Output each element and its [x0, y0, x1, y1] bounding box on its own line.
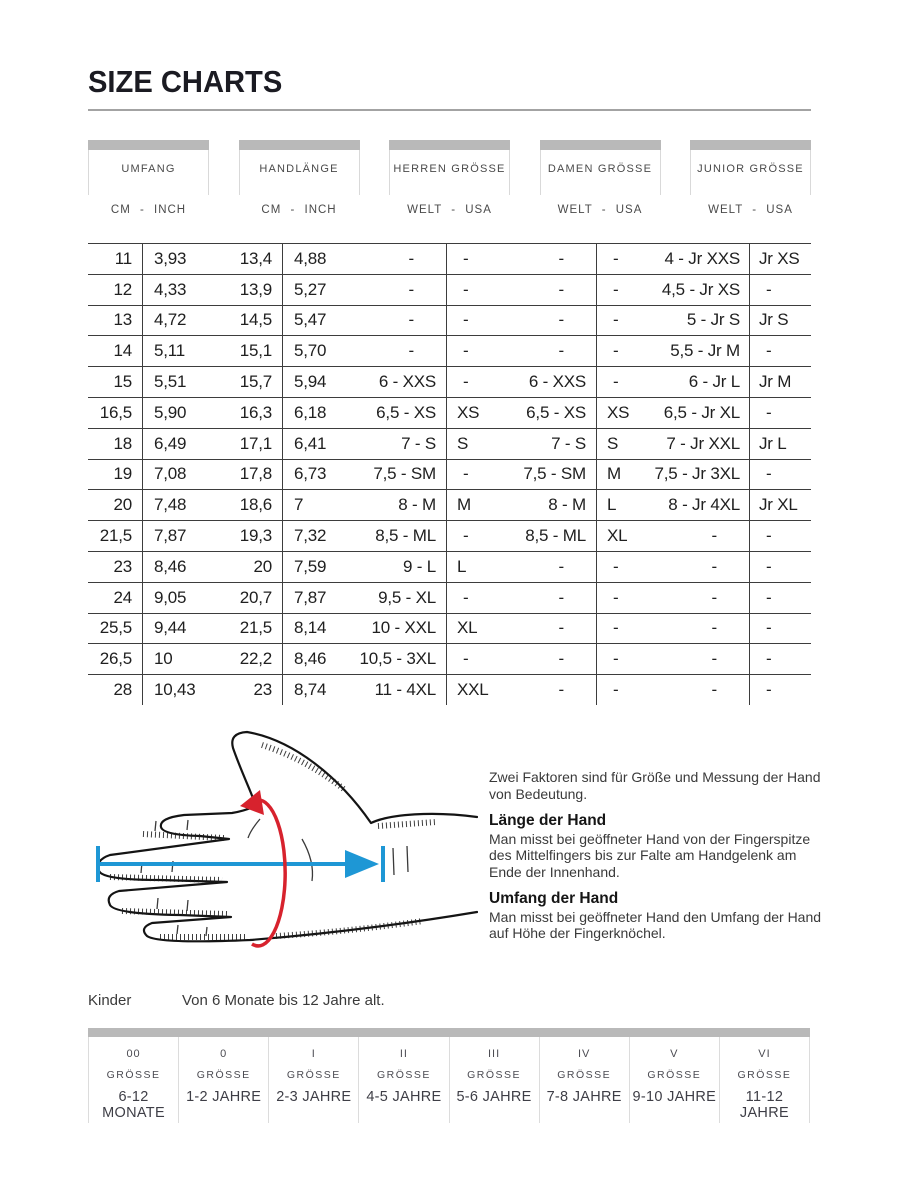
size-cell: Jr XL: [759, 495, 798, 515]
size-cell: -: [660, 583, 750, 613]
size-cell: -: [660, 552, 750, 582]
size-cell: 14,5: [218, 306, 283, 336]
size-cell: -: [463, 464, 469, 484]
size-cell: 16,3: [218, 398, 283, 428]
size-cell: 13,4: [218, 244, 283, 274]
size-cell: 4,5 - Jr XS: [660, 275, 750, 305]
kinder-table-columns: [88, 1037, 810, 1123]
size-cell: 12: [88, 275, 143, 305]
size-cell: 9,05: [154, 587, 187, 607]
size-cell: -: [613, 372, 619, 392]
note-heading-umfang: Umfang der Hand: [489, 890, 619, 907]
kinder-age: 1-2 JAHRE: [186, 1089, 262, 1105]
size-cell: -: [613, 680, 619, 700]
size-cell: -: [463, 587, 469, 607]
size-cell: 7,32: [294, 526, 327, 546]
group-tab: [88, 140, 209, 195]
size-cell: 5 - Jr S: [660, 306, 750, 336]
size-cell: XS: [457, 402, 480, 422]
size-cell: 6,41: [294, 433, 327, 453]
size-cell: 20: [218, 552, 283, 582]
unit-cell: WELT - USA: [557, 204, 643, 216]
kinder-size-code: IV: [577, 1048, 591, 1060]
size-cell: -: [507, 306, 597, 336]
title-rule: [88, 109, 811, 111]
size-cell: 7,59: [294, 556, 327, 576]
group-tab: [540, 140, 661, 195]
kinder-column: [539, 1037, 629, 1123]
size-cell: -: [463, 649, 469, 669]
size-cell: 8,46: [154, 556, 187, 576]
kinder-size-label: GRÖSSE: [376, 1069, 431, 1081]
kinder-size-code: 00: [126, 1048, 141, 1060]
group-tab: [239, 140, 360, 195]
size-cell: -: [766, 526, 772, 546]
table-row: [88, 520, 811, 551]
size-cell: 25,5: [88, 614, 143, 644]
size-table: [88, 243, 811, 705]
kinder-table: [88, 1028, 810, 1123]
size-cell: 15,1: [218, 336, 283, 366]
size-cell: 5,90: [154, 402, 187, 422]
size-cell: 21,5: [88, 521, 143, 551]
size-cell: 5,5 - Jr M: [660, 336, 750, 366]
size-cell: -: [507, 336, 597, 366]
size-cell: 8 - M: [507, 490, 597, 520]
size-cell: -: [463, 310, 469, 330]
size-cell: S: [457, 433, 469, 453]
size-cell: 24: [88, 583, 143, 613]
kinder-size-label: GRÖSSE: [467, 1069, 522, 1081]
kinder-subtitle: Von 6 Monate bis 12 Jahre alt.: [182, 992, 385, 1009]
kinder-age: 11-12 JAHRE: [739, 1089, 789, 1121]
size-cell: -: [613, 556, 619, 576]
size-cell: 5,70: [294, 341, 327, 361]
unit-cell: WELT - USA: [407, 204, 492, 216]
size-cell: 16,5: [88, 398, 143, 428]
kinder-age: 5-6 JAHRE: [456, 1089, 532, 1105]
size-cell: 6,73: [294, 464, 327, 484]
table-row: [88, 305, 811, 336]
size-cell: 23: [88, 552, 143, 582]
size-cell: 4,72: [154, 310, 187, 330]
group-tab-label: HERREN GRÖSSE: [389, 150, 510, 195]
size-cell: -: [507, 552, 597, 582]
size-cell: -: [766, 587, 772, 607]
size-cell: -: [358, 275, 447, 305]
size-cell: -: [660, 521, 750, 551]
size-cell: 14: [88, 336, 143, 366]
tab-top-bar: [690, 140, 811, 150]
tab-top-bar: [540, 140, 661, 150]
size-cell: 9 - L: [358, 552, 447, 582]
size-cell: -: [613, 341, 619, 361]
size-cell: 6 - XXS: [358, 367, 447, 397]
table-row: [88, 613, 811, 644]
note-body-umfang: Man misst bei geöffneter Hand den Umfang der Hand auf Höhe der Fingerknöchel.: [489, 908, 822, 941]
size-cell: -: [507, 275, 597, 305]
size-cell: 7 - S: [507, 429, 597, 459]
size-cell: -: [660, 675, 750, 705]
size-cell: XL: [607, 526, 628, 546]
size-cell: 17,8: [218, 460, 283, 490]
size-cell: 22,2: [218, 644, 283, 674]
size-cell: -: [613, 649, 619, 669]
measuring-intro: Zwei Faktoren sind für Größe und Messung der Hand von Bedeutung.: [489, 769, 821, 802]
size-cell: 28: [88, 675, 143, 705]
kinder-column: [268, 1037, 358, 1123]
size-cell: 13: [88, 306, 143, 336]
tab-top-bar: [389, 140, 510, 150]
size-cell: 23: [218, 675, 283, 705]
kinder-column: [358, 1037, 448, 1123]
size-cell: 8 - M: [358, 490, 447, 520]
size-cell: 13,9: [218, 275, 283, 305]
kinder-size-label: GRÖSSE: [557, 1069, 612, 1081]
tab-top-bar: [239, 140, 360, 150]
size-cell: -: [766, 279, 772, 299]
tab-top-bar: [88, 140, 209, 150]
size-cell: -: [613, 248, 619, 268]
size-cell: 8,14: [294, 618, 327, 638]
size-cell: 18: [88, 429, 143, 459]
size-cell: 6,5 - Jr XL: [660, 398, 750, 428]
size-cell: 5,94: [294, 372, 327, 392]
kinder-column: [719, 1037, 810, 1123]
size-cell: -: [463, 248, 469, 268]
kinder-size-code: III: [487, 1048, 501, 1060]
group-tab: [690, 140, 811, 195]
size-cell: 7,08: [154, 464, 187, 484]
size-cell: L: [607, 495, 617, 515]
size-cell: 3,93: [154, 248, 187, 268]
table-row: [88, 274, 811, 305]
kinder-table-top-bar: [88, 1028, 810, 1037]
table-row: [88, 397, 811, 428]
size-cell: XS: [607, 402, 630, 422]
kinder-column: [178, 1037, 268, 1123]
kinder-size-label: GRÖSSE: [196, 1069, 251, 1081]
size-cell: 7: [294, 495, 304, 515]
size-cell: -: [463, 341, 469, 361]
size-cell: 8,46: [294, 649, 327, 669]
size-cell: 18,6: [218, 490, 283, 520]
size-cell: -: [463, 372, 469, 392]
kinder-size-label: GRÖSSE: [737, 1069, 792, 1081]
size-cell: 7,5 - SM: [507, 460, 597, 490]
size-cell: 20: [88, 490, 143, 520]
size-cell: -: [766, 649, 772, 669]
size-cell: 10: [154, 649, 173, 669]
group-tab-label: HANDLÄNGE: [239, 150, 360, 195]
size-cell: -: [358, 336, 447, 366]
kinder-size-code: I: [311, 1048, 316, 1060]
kinder-size-code: VI: [758, 1048, 771, 1060]
size-cell: 8,5 - ML: [507, 521, 597, 551]
size-cell: -: [613, 279, 619, 299]
size-cell: -: [613, 618, 619, 638]
kinder-column: [449, 1037, 539, 1123]
size-cell: 8,5 - ML: [358, 521, 447, 551]
size-cell: -: [358, 244, 447, 274]
note-body-laenge: Man misst bei geöffneter Hand von der Fingerspitze des Mittelfingers bis zur Falte am Handgelenk am Ende der Innenhand.: [489, 830, 811, 880]
table-row: [88, 335, 811, 366]
table-row: [88, 489, 811, 520]
size-cell: 10 - XXL: [358, 614, 447, 644]
size-cell: 26,5: [88, 644, 143, 674]
size-cell: 5,11: [154, 341, 186, 361]
size-cell: Jr M: [759, 372, 792, 392]
size-cell: -: [613, 587, 619, 607]
size-cell: 5,51: [154, 372, 187, 392]
table-row: [88, 428, 811, 459]
size-cell: 4 - Jr XXS: [660, 244, 750, 274]
kinder-size-code: V: [670, 1048, 679, 1060]
size-cell: 9,44: [154, 618, 187, 638]
size-cell: -: [507, 614, 597, 644]
size-cell: -: [507, 583, 597, 613]
kinder-age: 4-5 JAHRE: [366, 1089, 442, 1105]
size-cell: Jr L: [759, 433, 787, 453]
size-cell: 7,87: [294, 587, 327, 607]
size-cell: 8,74: [294, 680, 327, 700]
size-cell: 5,27: [294, 279, 327, 299]
size-cell: S: [607, 433, 619, 453]
group-tab-label: JUNIOR GRÖSSE: [690, 150, 811, 195]
size-cell: 11: [88, 244, 143, 274]
group-tab: [389, 140, 510, 195]
group-tab-label: DAMEN GRÖSSE: [540, 150, 661, 195]
size-cell: -: [766, 680, 772, 700]
size-cell: -: [463, 279, 469, 299]
size-cell: XXL: [457, 680, 489, 700]
size-cell: -: [463, 526, 469, 546]
size-cell: 15,7: [218, 367, 283, 397]
size-cell: 6,5 - XS: [358, 398, 447, 428]
size-cell: 7,5 - SM: [358, 460, 447, 490]
kinder-age: 9-10 JAHRE: [632, 1089, 717, 1105]
size-cell: 11 - 4XL: [358, 675, 447, 705]
size-cell: Jr S: [759, 310, 789, 330]
size-cell: 4,88: [294, 248, 327, 268]
size-cell: 9,5 - XL: [358, 583, 447, 613]
unit-cell: CM - INCH: [110, 204, 187, 216]
hand-measuring-figure: [88, 722, 478, 984]
size-cell: 20,7: [218, 583, 283, 613]
note-heading-laenge: Länge der Hand: [489, 812, 607, 829]
size-cell: -: [660, 614, 750, 644]
size-cell: L: [457, 556, 467, 576]
size-cell: -: [766, 618, 772, 638]
size-cell: -: [358, 306, 447, 336]
table-row: [88, 582, 811, 613]
measuring-notes: [489, 769, 829, 942]
table-row: [88, 243, 811, 274]
size-cell: 7 - Jr XXL: [660, 429, 750, 459]
kinder-size-code: 0: [220, 1048, 228, 1060]
kinder-age: 2-3 JAHRE: [276, 1089, 352, 1105]
size-cell: 4,33: [154, 279, 187, 299]
unit-cell: WELT - USA: [708, 204, 793, 216]
size-cell: 6,5 - XS: [507, 398, 597, 428]
kinder-column: [629, 1037, 719, 1123]
kinder-age: 6-12 MONATE: [102, 1089, 165, 1121]
size-cell: Jr XS: [759, 248, 800, 268]
size-cell: -: [766, 402, 772, 422]
size-cell: M: [457, 495, 471, 515]
unit-cell: CM - INCH: [261, 204, 337, 216]
size-cell: -: [507, 675, 597, 705]
size-cell: 19: [88, 460, 143, 490]
kinder-size-code: II: [399, 1048, 408, 1060]
size-cell: -: [507, 244, 597, 274]
kinder-size-label: GRÖSSE: [106, 1069, 161, 1081]
size-cell: M: [607, 464, 621, 484]
size-cell: -: [507, 644, 597, 674]
size-cell: 8 - Jr 4XL: [660, 490, 750, 520]
size-cell: 10,43: [154, 680, 196, 700]
size-cell: 6,49: [154, 433, 187, 453]
size-cell: 5,47: [294, 310, 327, 330]
size-cell: -: [660, 644, 750, 674]
size-cell: 19,3: [218, 521, 283, 551]
kinder-column: [88, 1037, 178, 1123]
kinder-size-label: GRÖSSE: [286, 1069, 341, 1081]
size-cell: -: [766, 556, 772, 576]
size-cell: -: [766, 464, 772, 484]
size-cell: 7,87: [154, 526, 187, 546]
table-row: [88, 551, 811, 582]
kinder-label: Kinder: [88, 992, 132, 1009]
table-row: [88, 674, 811, 705]
table-row: [88, 459, 811, 490]
size-cell: 10,5 - 3XL: [358, 644, 447, 674]
table-row: [88, 643, 811, 674]
size-cell: 15: [88, 367, 143, 397]
size-cell: 6 - XXS: [507, 367, 597, 397]
size-cell: -: [613, 310, 619, 330]
size-cell: 7,48: [154, 495, 187, 515]
page-title: SIZE CHARTS: [88, 64, 283, 99]
size-cell: 6 - Jr L: [660, 367, 750, 397]
kinder-size-label: GRÖSSE: [647, 1069, 702, 1081]
size-table-group-tabs: [88, 140, 811, 195]
size-cell: 7,5 - Jr 3XL: [660, 460, 750, 490]
size-cell: XL: [457, 618, 478, 638]
size-cell: 6,18: [294, 402, 327, 422]
size-cell: 17,1: [218, 429, 283, 459]
group-tab-label: UMFANG: [88, 150, 209, 195]
table-row: [88, 366, 811, 397]
size-cell: 7 - S: [358, 429, 447, 459]
kinder-age: 7-8 JAHRE: [546, 1089, 622, 1105]
size-cell: -: [766, 341, 772, 361]
size-table-unit-row: [88, 204, 811, 216]
size-cell: 21,5: [218, 614, 283, 644]
